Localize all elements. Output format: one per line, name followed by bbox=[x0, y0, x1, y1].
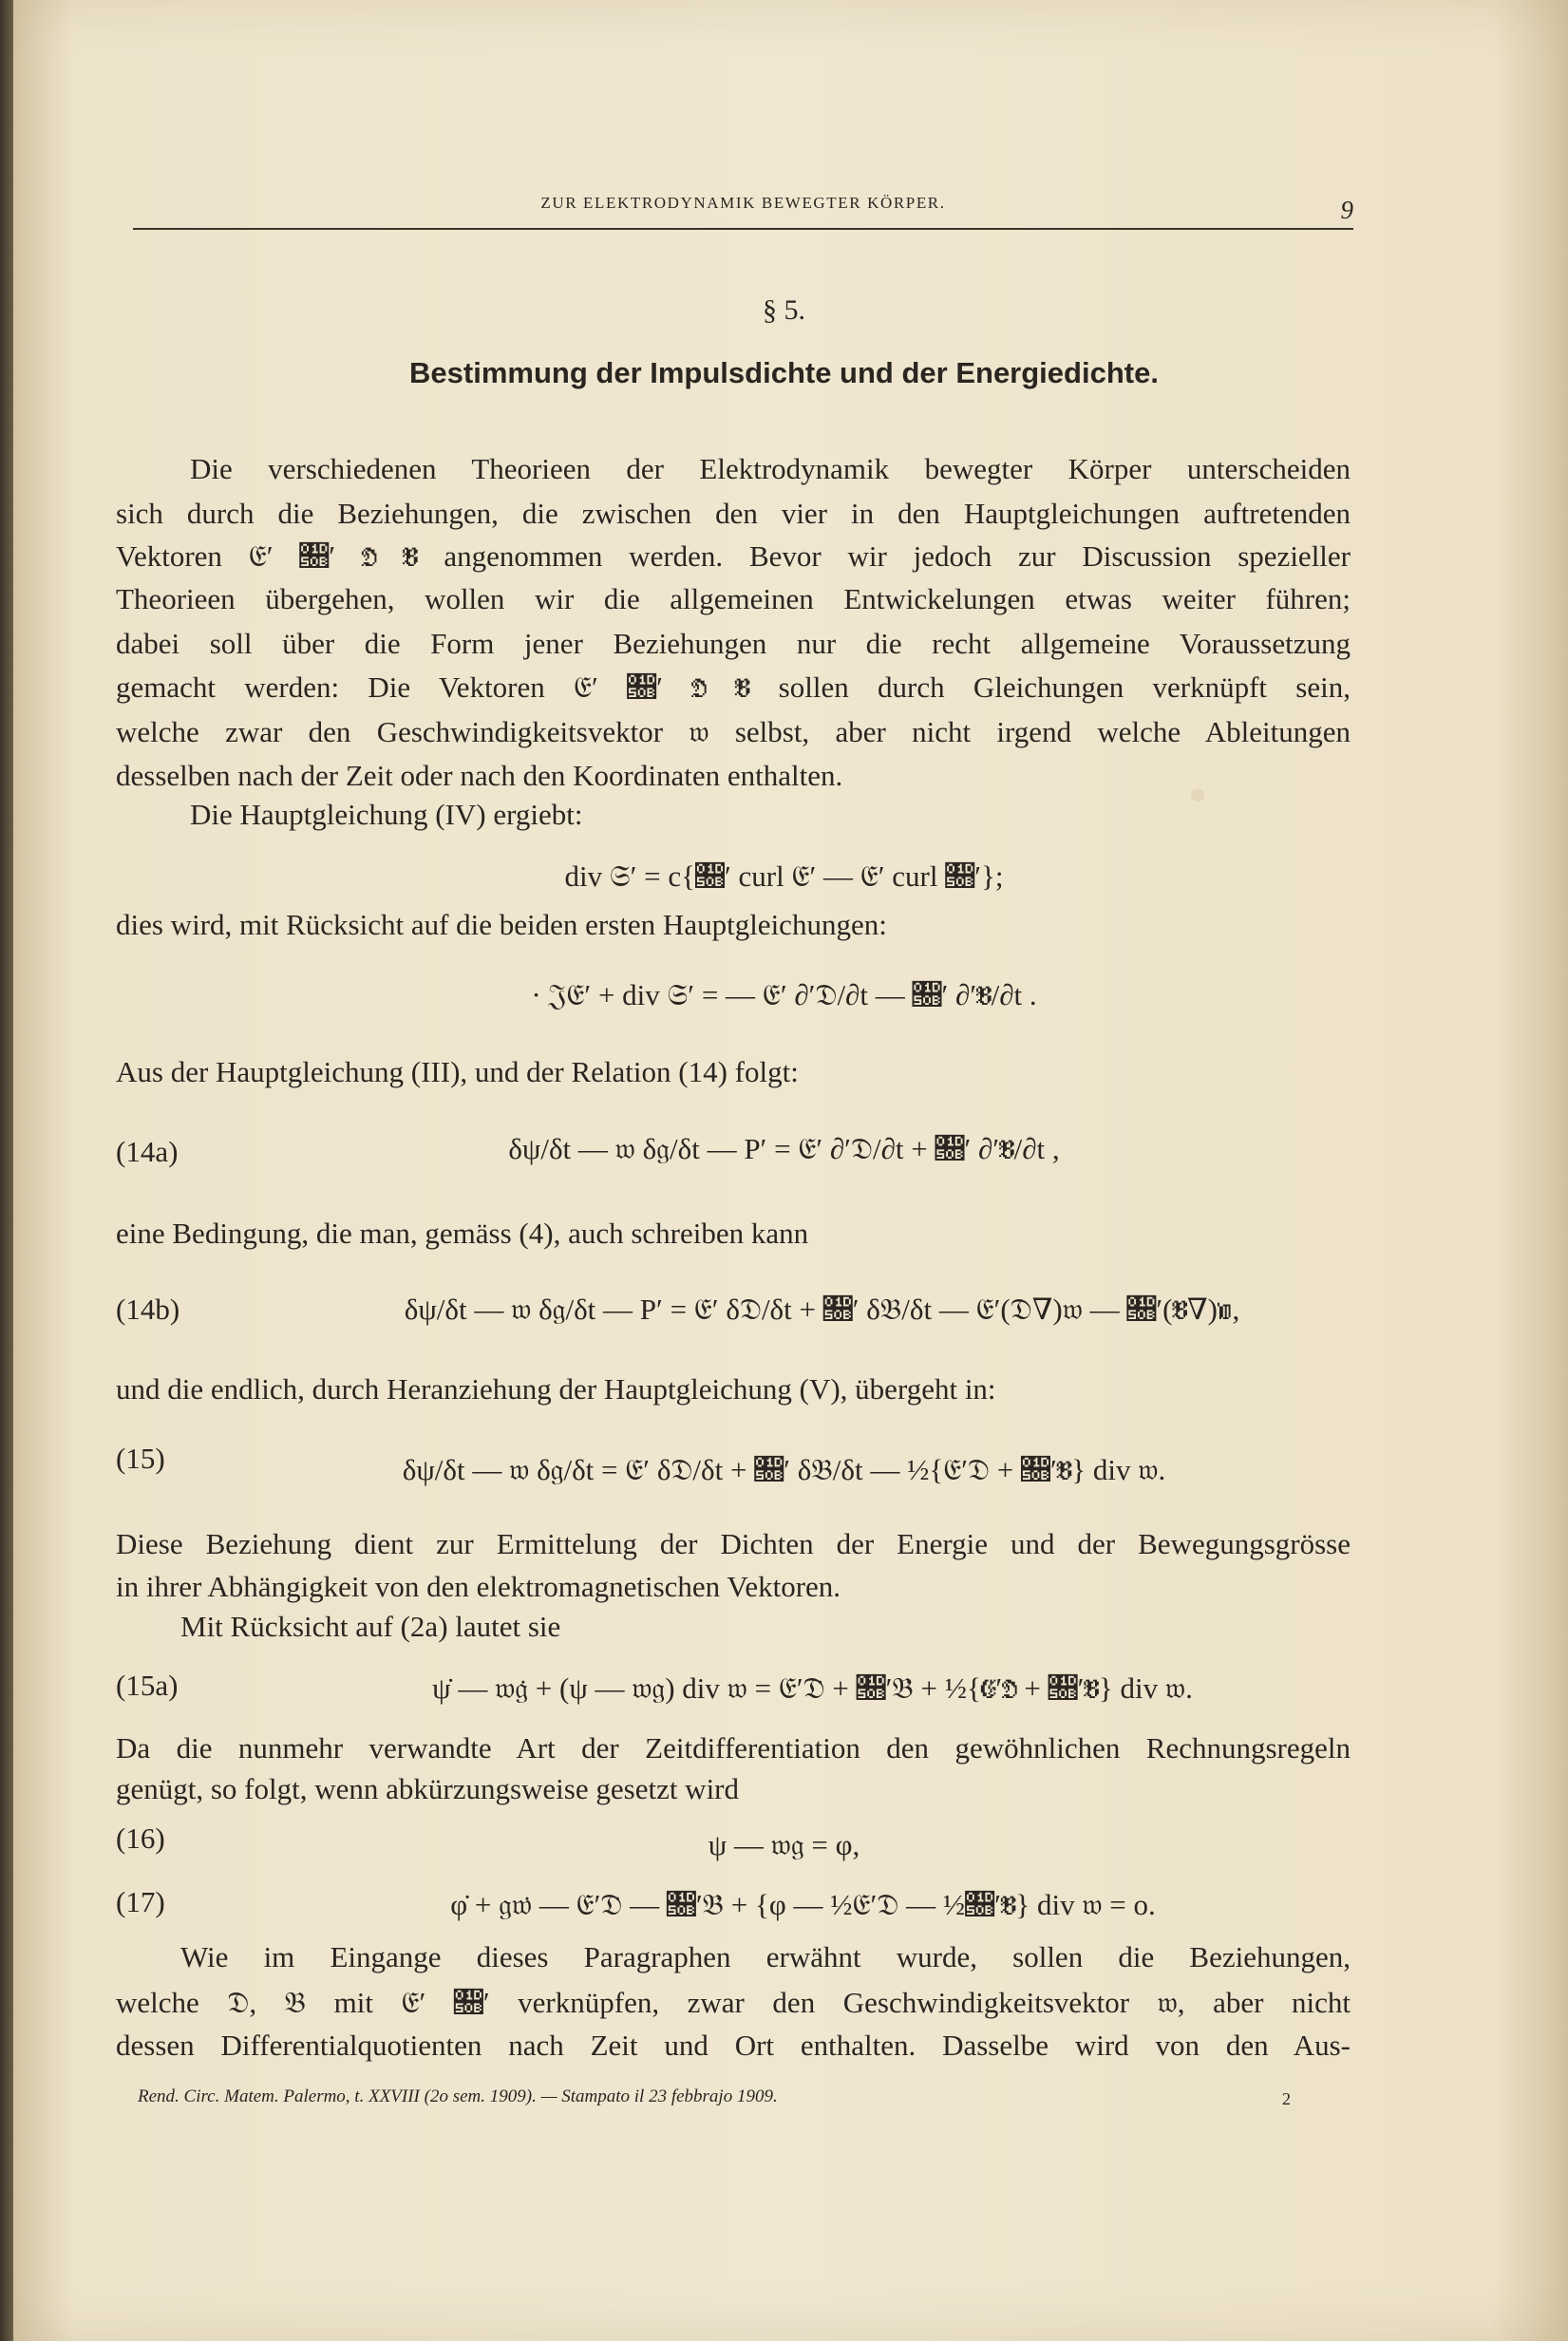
paragraph-line: desselben nach der Zeit oder nach den Koordinaten enthalten. bbox=[116, 759, 843, 792]
equation-number: (17) bbox=[116, 1885, 165, 1918]
paragraph-line: Da die nunmehr verwandte Art der Zeitdifferentiation den gewöhnlichen Rechnungsregeln bbox=[116, 1731, 1351, 1765]
book-binding-edge bbox=[0, 0, 13, 2341]
paragraph-line: Diese Beziehung dient zur Ermittelung der Dichten der Energie und der Bewegungsgrösse bbox=[116, 1527, 1351, 1560]
equation-number: (16) bbox=[116, 1822, 165, 1855]
equation-number: (14b) bbox=[116, 1293, 180, 1326]
paragraph-line: Theorieen übergehen, wollen wir die allgemeinen Entwickelungen etwas weiter führen; bbox=[116, 582, 1351, 615]
running-head: ZUR ELEKTRODYNAMIK BEWEGTER KÖRPER. bbox=[540, 194, 946, 212]
equation-15a: ψ̇ — 𝔴𝔤̇ + (ψ — 𝔴𝔤) div 𝔴 = 𝔈′𝔇̇ + 𝔋′𝔅̇ + ½{𝔈′𝔇 + 𝔋′𝔅} div 𝔴. bbox=[432, 1671, 1193, 1705]
paragraph-line: Die Hauptgleichung (IV) ergiebt: bbox=[190, 798, 583, 831]
equation-15: δψ/δt — 𝔴 δ𝔤/δt = 𝔈′ δ𝔇/δt + 𝔋′ δ𝔅/δt — ½{𝔈′𝔇 + 𝔋′𝔅} div 𝔴. bbox=[402, 1453, 1166, 1486]
paragraph-line: welche 𝔇, 𝔅 mit 𝔈′ 𝔋′ verknüpfen, zwar den Geschwindigkeitsvektor 𝔴, aber nicht bbox=[116, 1986, 1351, 2019]
equation-14b: δψ/δt — 𝔴 δ𝔤/δt — P′ = 𝔈′ δ𝔇/δt + 𝔋′ δ𝔅/δt — 𝔈′(𝔇∇)𝔴 — 𝔋′(𝔅∇)𝔴, bbox=[404, 1293, 1240, 1326]
paragraph-line: welche zwar den Geschwindigkeitsvektor 𝔴 selbst, aber nicht irgend welche Ableitungen bbox=[116, 715, 1351, 748]
paragraph-line: in ihrer Abhängigkeit von den elektromagnetischen Vektoren. bbox=[116, 1570, 841, 1603]
page-header bbox=[133, 186, 1353, 230]
journal-citation: Rend. Circ. Matem. Palermo, t. XXVIII (2o sem. 1909). — Stampato il 23 febbrajo 1909. bbox=[138, 2086, 778, 2106]
paragraph-line: eine Bedingung, die man, gemäss (4), auch schreiben kann bbox=[116, 1217, 809, 1250]
equation-number: (15a) bbox=[116, 1669, 179, 1702]
equation-number: (15) bbox=[116, 1442, 165, 1475]
equation-17: φ̇ + 𝔤𝔴̇ — 𝔈′𝔇̇ — 𝔋′𝔅̇ + {φ — ½𝔈′𝔇 — ½𝔋′𝔅} div 𝔴 = o. bbox=[450, 1888, 1156, 1921]
paragraph-line: dabei soll über die Form jener Beziehungen nur die recht allgemeine Voraussetzung bbox=[116, 627, 1351, 660]
paragraph-line: sich durch die Beziehungen, die zwischen den vier in den Hauptgleichungen auftretenden bbox=[116, 497, 1351, 530]
equation-j: · 𝔍𝔈′ + div 𝔖′ = — 𝔈′ ∂′𝔇/∂t — 𝔋′ ∂′𝔅/∂t . bbox=[531, 978, 1037, 1011]
page-number: 9 bbox=[1340, 196, 1353, 224]
paragraph-line: Mit Rücksicht auf (2a) lautet sie bbox=[180, 1610, 561, 1643]
paragraph-line: Aus der Hauptgleichung (III), und der Relation (14) folgt: bbox=[116, 1055, 799, 1088]
equation-div: div 𝔖′ = c{𝔋′ curl 𝔈′ — 𝔈′ curl 𝔋′}; bbox=[564, 859, 1004, 893]
printer-signature: 2 bbox=[1282, 2089, 1291, 2108]
paragraph-line: dessen Differentialquotienten nach Zeit und Ort enthalten. Dasselbe wird von den Aus- bbox=[116, 2029, 1351, 2062]
paragraph-line: und die endlich, durch Heranziehung der Hauptgleichung (V), übergeht in: bbox=[116, 1372, 996, 1406]
equation-number: (14a) bbox=[116, 1135, 179, 1168]
paragraph-line: dies wird, mit Rücksicht auf die beiden ersten Hauptgleichungen: bbox=[116, 908, 887, 941]
section-title: Bestimmung der Impulsdichte und der Energiedichte. bbox=[409, 356, 1159, 389]
paragraph-line: Vektoren 𝔈′ 𝔋′ 𝔇 𝔅 angenommen werden. Bevor wir jedoch zur Discussion spezieller bbox=[116, 539, 1351, 573]
equation-16: ψ — 𝔴𝔤 = φ, bbox=[708, 1828, 860, 1861]
paragraph-line: Die verschiedenen Theorieen der Elektrodynamik bewegter Körper unterscheiden bbox=[190, 452, 1351, 485]
paragraph-line: Wie im Eingange dieses Paragraphen erwähnt wurde, sollen die Beziehungen, bbox=[180, 1940, 1351, 1973]
section-mark: § 5. bbox=[763, 294, 805, 326]
paragraph-line: gemacht werden: Die Vektoren 𝔈′ 𝔋′ 𝔇 𝔅 sollen durch Gleichungen verknüpft sein, bbox=[116, 670, 1351, 704]
equation-14a: δψ/δt — 𝔴 δ𝔤/δt — P′ = 𝔈′ ∂′𝔇/∂t + 𝔋′ ∂′𝔅/∂t , bbox=[508, 1132, 1060, 1165]
paragraph-line: genügt, so folgt, wenn abkürzungsweise gesetzt wird bbox=[116, 1772, 740, 1805]
